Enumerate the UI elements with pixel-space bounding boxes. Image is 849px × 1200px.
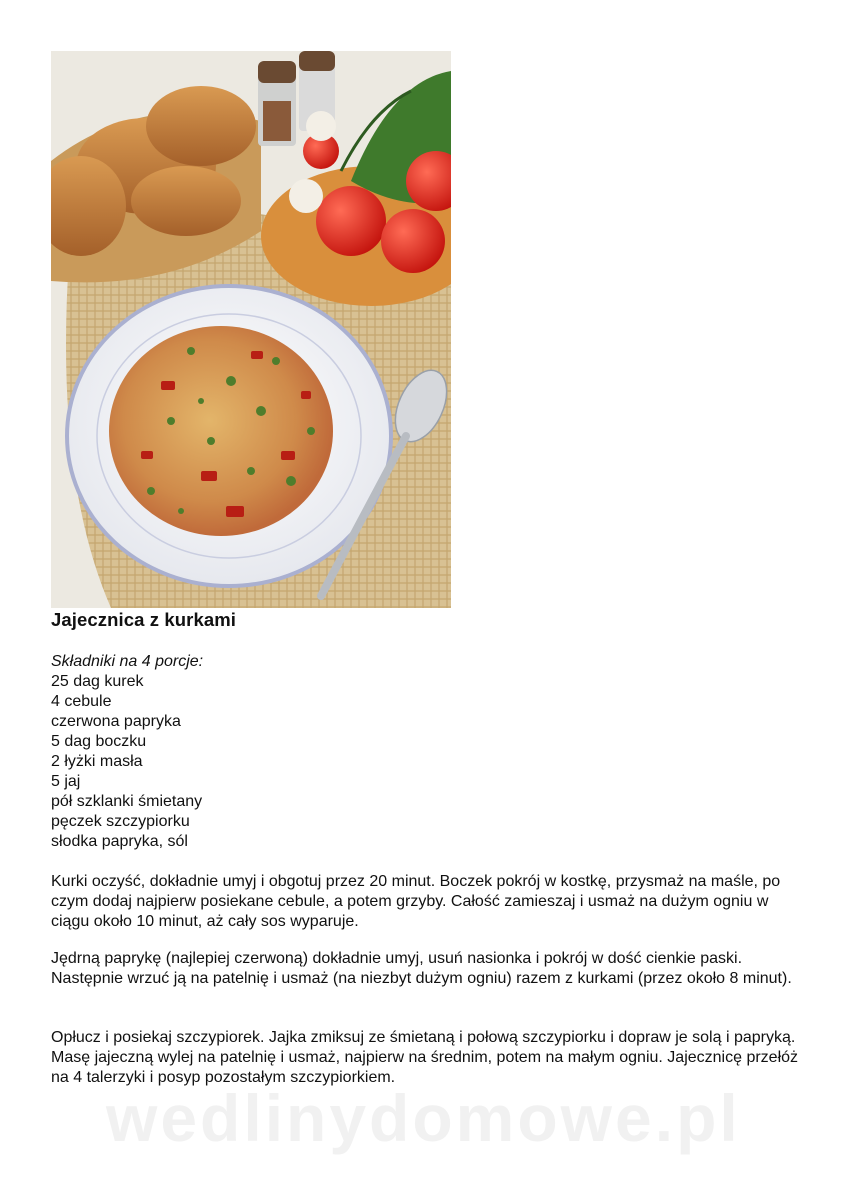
ingredients-heading: Składniki na 4 porcje: — [51, 653, 204, 670]
ingredient-item: 4 cebule — [51, 693, 112, 710]
ingredient-item: słodka papryka, sól — [51, 833, 188, 850]
ingredients-list — [51, 672, 203, 852]
ingredient-item: 5 dag boczku — [51, 733, 147, 750]
tomato — [316, 186, 386, 256]
garlic — [289, 179, 323, 213]
ingredients-section — [51, 652, 203, 852]
recipe-photo — [51, 51, 451, 608]
ingredient-item: 2 łyżki masła — [51, 753, 143, 770]
recipe-title: Jajecznica z kurkami — [51, 609, 237, 630]
site-watermark: wedlinydomowe.pl — [106, 1081, 741, 1155]
ingredient-item: czerwona papryka — [51, 713, 181, 730]
ingredient-item: pół szklanki śmietany — [51, 793, 203, 810]
dish-illustration — [51, 51, 451, 608]
step-paragraph-1: Kurki oczyść, dokładnie umyj i obgotuj przez 20 minut. Boczek pokrój w kostkę, przysmaż na maśle, po czym dodaj najpierw posiekane cebule, a potem grzyby. Całość zamieszaj i usmaż na dużym ogniu w ciągu około 10 minut, aż cały sos wyparuje. — [51, 873, 781, 930]
ingredient-item: pęczek szczypiorku — [51, 813, 190, 830]
step-paragraph-2: Jędrną paprykę (najlepiej czerwoną) dokładnie umyj, usuń nasionka i pokrój w dość cienkie paski. Następnie wrzuć ją na patelnię i usmaż (na niezbyt dużym ogniu) razem z kurkami (przez około 8 minut). — [51, 950, 792, 987]
scrambled-eggs — [109, 326, 333, 536]
ingredient-item: 25 dag kurek — [51, 673, 144, 690]
step-paragraph-3: Opłucz i posiekaj szczypiorek. Jajka zmiksuj ze śmietaną i połową szczypiorku i dopraw je solą i papryką. Masę jajeczną wylej na patelnię i usmaż, najpierw na średnim, potem na małym ogniu. Jajecznicę przełóż na 4 talerzyki i posyp pozostałym szczypiorkiem. — [51, 1029, 799, 1086]
ingredient-item: 5 jaj — [51, 773, 81, 790]
